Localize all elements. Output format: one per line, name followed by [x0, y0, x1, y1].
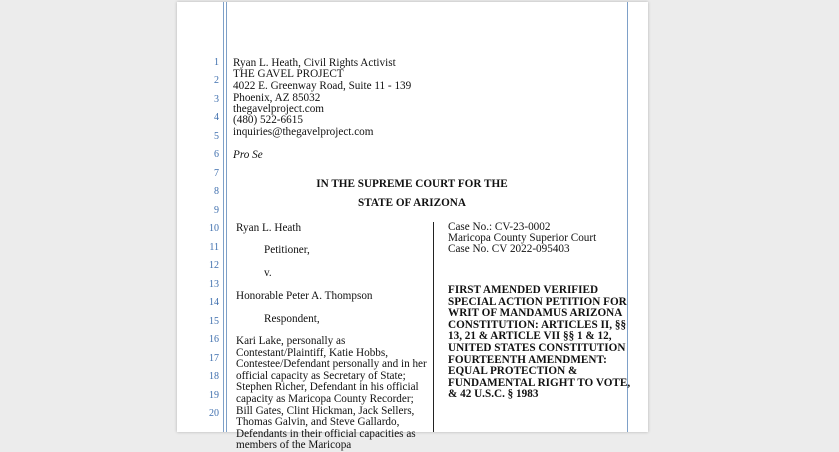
line-number: 10	[209, 223, 219, 234]
filer-org: THE GAVEL PROJECT	[233, 68, 344, 80]
petitioner-name: Ryan L. Heath	[236, 222, 302, 234]
lower-case-number: Case No. CV 2022-095403	[448, 243, 570, 255]
line-number: 13	[209, 279, 219, 290]
petitioner-label: Petitioner,	[264, 244, 310, 256]
pro-se-label: Pro Se	[233, 149, 263, 161]
line-number: 1	[214, 57, 219, 68]
caption-divider	[433, 222, 434, 432]
parties-block: Kari Lake, personally as Contestant/Plaintiff, Katie Hobbs, Contestee/Defendant personally and in her official capacity as Secretary of State; Stephen Richer, Defendant in his official capacity as Maricopa County Recorder; Bill Gates, Clint Hickman, Jack Sellers, Thomas Galvin, and Steve Gallardo, Defendants in their official capacities as members of the Maricopa	[236, 335, 427, 452]
line-number: 6	[214, 149, 219, 160]
left-margin-rule	[223, 2, 224, 432]
respondent-name: Honorable Peter A. Thompson	[236, 290, 373, 302]
filer-name: Ryan L. Heath, Civil Rights Activist	[233, 57, 396, 69]
filer-email: inquiries@thegavelproject.com	[233, 126, 374, 138]
line-number: 20	[209, 408, 219, 419]
line-number: 5	[214, 131, 219, 142]
line-number: 12	[209, 260, 219, 271]
filer-website: thegavelproject.com	[233, 103, 325, 115]
line-number: 3	[214, 94, 219, 105]
line-number: 4	[214, 112, 219, 123]
line-number: 17	[209, 353, 219, 364]
line-number: 2	[214, 75, 219, 86]
filer-phone: (480) 522-6615	[233, 114, 303, 126]
filer-address-line1: 4022 E. Greenway Road, Suite 11 - 139	[233, 80, 412, 92]
line-number: 7	[214, 168, 219, 179]
lower-court: Maricopa County Superior Court	[448, 232, 597, 244]
filer-address-line2: Phoenix, AZ 85032	[233, 92, 321, 104]
line-number: 9	[214, 205, 219, 216]
line-number: 18	[209, 371, 219, 382]
court-heading-line2: STATE OF ARIZONA	[358, 197, 466, 209]
court-heading-line1: IN THE SUPREME COURT FOR THE	[316, 178, 508, 190]
line-number: 15	[209, 316, 219, 327]
document-page	[177, 2, 648, 452]
line-number: 19	[209, 390, 219, 401]
line-number: 8	[214, 186, 219, 197]
respondent-label: Respondent,	[264, 313, 320, 325]
line-number: 11	[209, 242, 219, 253]
line-number: 16	[209, 334, 219, 345]
left-margin-rule-inner	[226, 2, 227, 432]
line-number: 14	[209, 297, 219, 308]
petition-title: FIRST AMENDED VERIFIED SPECIAL ACTION PETITION FOR WRIT OF MANDAMUS ARIZONA CONSTITUTION: ARTICLES II, §§ 13, 21 & ARTICLE VII §§ 1 & 12, UNITED STATES CONSTITUTION FOURTEENTH AMENDMENT: EQUAL PROTECTION & FUNDAMENTAL RIGHT TO VOTE, & 42 U.S.C. § 1983	[448, 284, 631, 401]
case-number: Case No.: CV-23-0002	[448, 221, 551, 233]
versus-label: v.	[264, 267, 272, 279]
